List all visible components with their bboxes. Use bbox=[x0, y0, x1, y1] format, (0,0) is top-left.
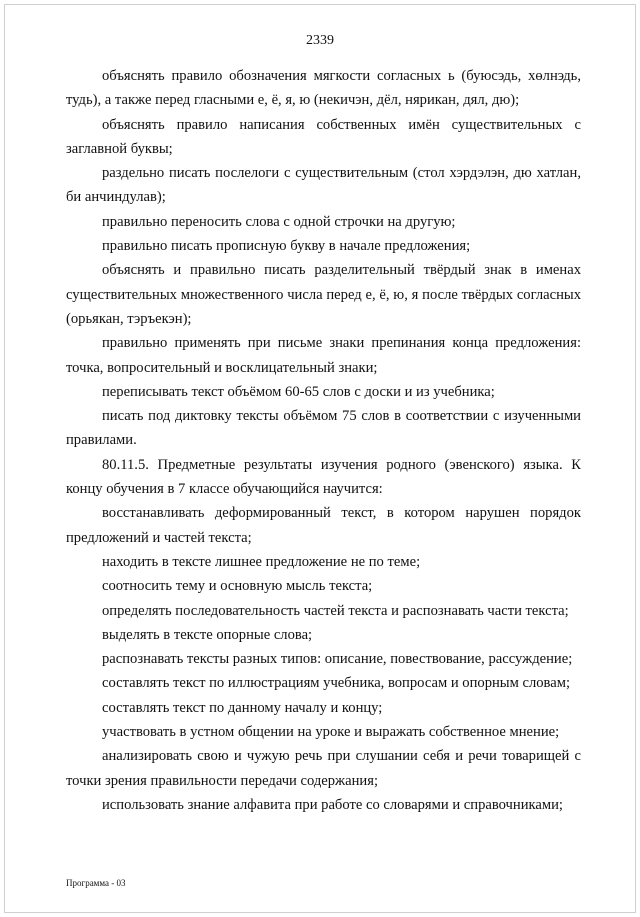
section-paragraph: 80.11.5. Предметные результаты изучения родного (эвенского) языка. К концу обучения в 7 классе обучающийся научится: bbox=[66, 456, 581, 498]
paragraph: восстанавливать деформированный текст, в котором нарушен порядок предложений и частей текста; bbox=[66, 505, 581, 546]
paragraph: находить в тексте лишнее предложение не по теме; bbox=[102, 553, 421, 570]
paragraph: определять последовательность частей текста и распознавать части текста; bbox=[102, 602, 569, 619]
paragraph: использовать знание алфавита при работе со словарями и справочниками; bbox=[102, 796, 563, 813]
paragraph: раздельно писать послелоги с существительным (стол хэрдэлэн, дю хатлан, би анчиндулав); bbox=[66, 165, 581, 206]
paragraph: писать под диктовку тексты объёмом 75 слов в соответствии с изученными правилами. bbox=[66, 408, 581, 449]
paragraph: участвовать в устном общении на уроке и выражать собственное мнение; bbox=[102, 724, 560, 741]
paragraph: объяснять правило обозначения мягкости согласных ь (буюсэдь, хөлнэдь, тудь), а также перед гласными е, ё, я, ю (некичэн, дёл, нярикан, дял, дю); bbox=[66, 68, 581, 109]
body-text bbox=[66, 64, 581, 817]
paragraph: соотносить тему и основную мысль текста; bbox=[102, 578, 373, 595]
paragraph: правильно переносить слова с одной строчки на другую; bbox=[102, 213, 456, 230]
paragraph: переписывать текст объёмом 60-65 слов с доски и из учебника; bbox=[102, 383, 495, 400]
paragraph: составлять текст по иллюстрациям учебника, вопросам и опорным словам; bbox=[102, 675, 571, 692]
paragraph: правильно применять при письме знаки препинания конца предложения: точка, вопросительный и восклицательный знаки; bbox=[66, 335, 581, 376]
paragraph: составлять текст по данному началу и концу; bbox=[102, 699, 383, 716]
paragraph: анализировать свою и чужую речь при слушании себя и речи товарищей с точки зрения правильности передачи содержания; bbox=[66, 748, 581, 789]
paragraph: объяснять правило написания собственных имён существительных с заглавной буквы; bbox=[66, 116, 581, 157]
footer-label: Программа - 03 bbox=[66, 878, 126, 888]
paragraph: выделять в тексте опорные слова; bbox=[102, 626, 313, 643]
paragraph: правильно писать прописную букву в начале предложения; bbox=[102, 238, 471, 255]
page-number: 2339 bbox=[306, 33, 334, 48]
paragraph: объяснять и правильно писать разделительный твёрдый знак в именах существительных множественного числа перед е, ё, ю, я после твёрдых согласных (орьякан, тэръекэн); bbox=[66, 262, 581, 327]
paragraph: распознавать тексты разных типов: описание, повествование, рассуждение; bbox=[102, 651, 573, 668]
